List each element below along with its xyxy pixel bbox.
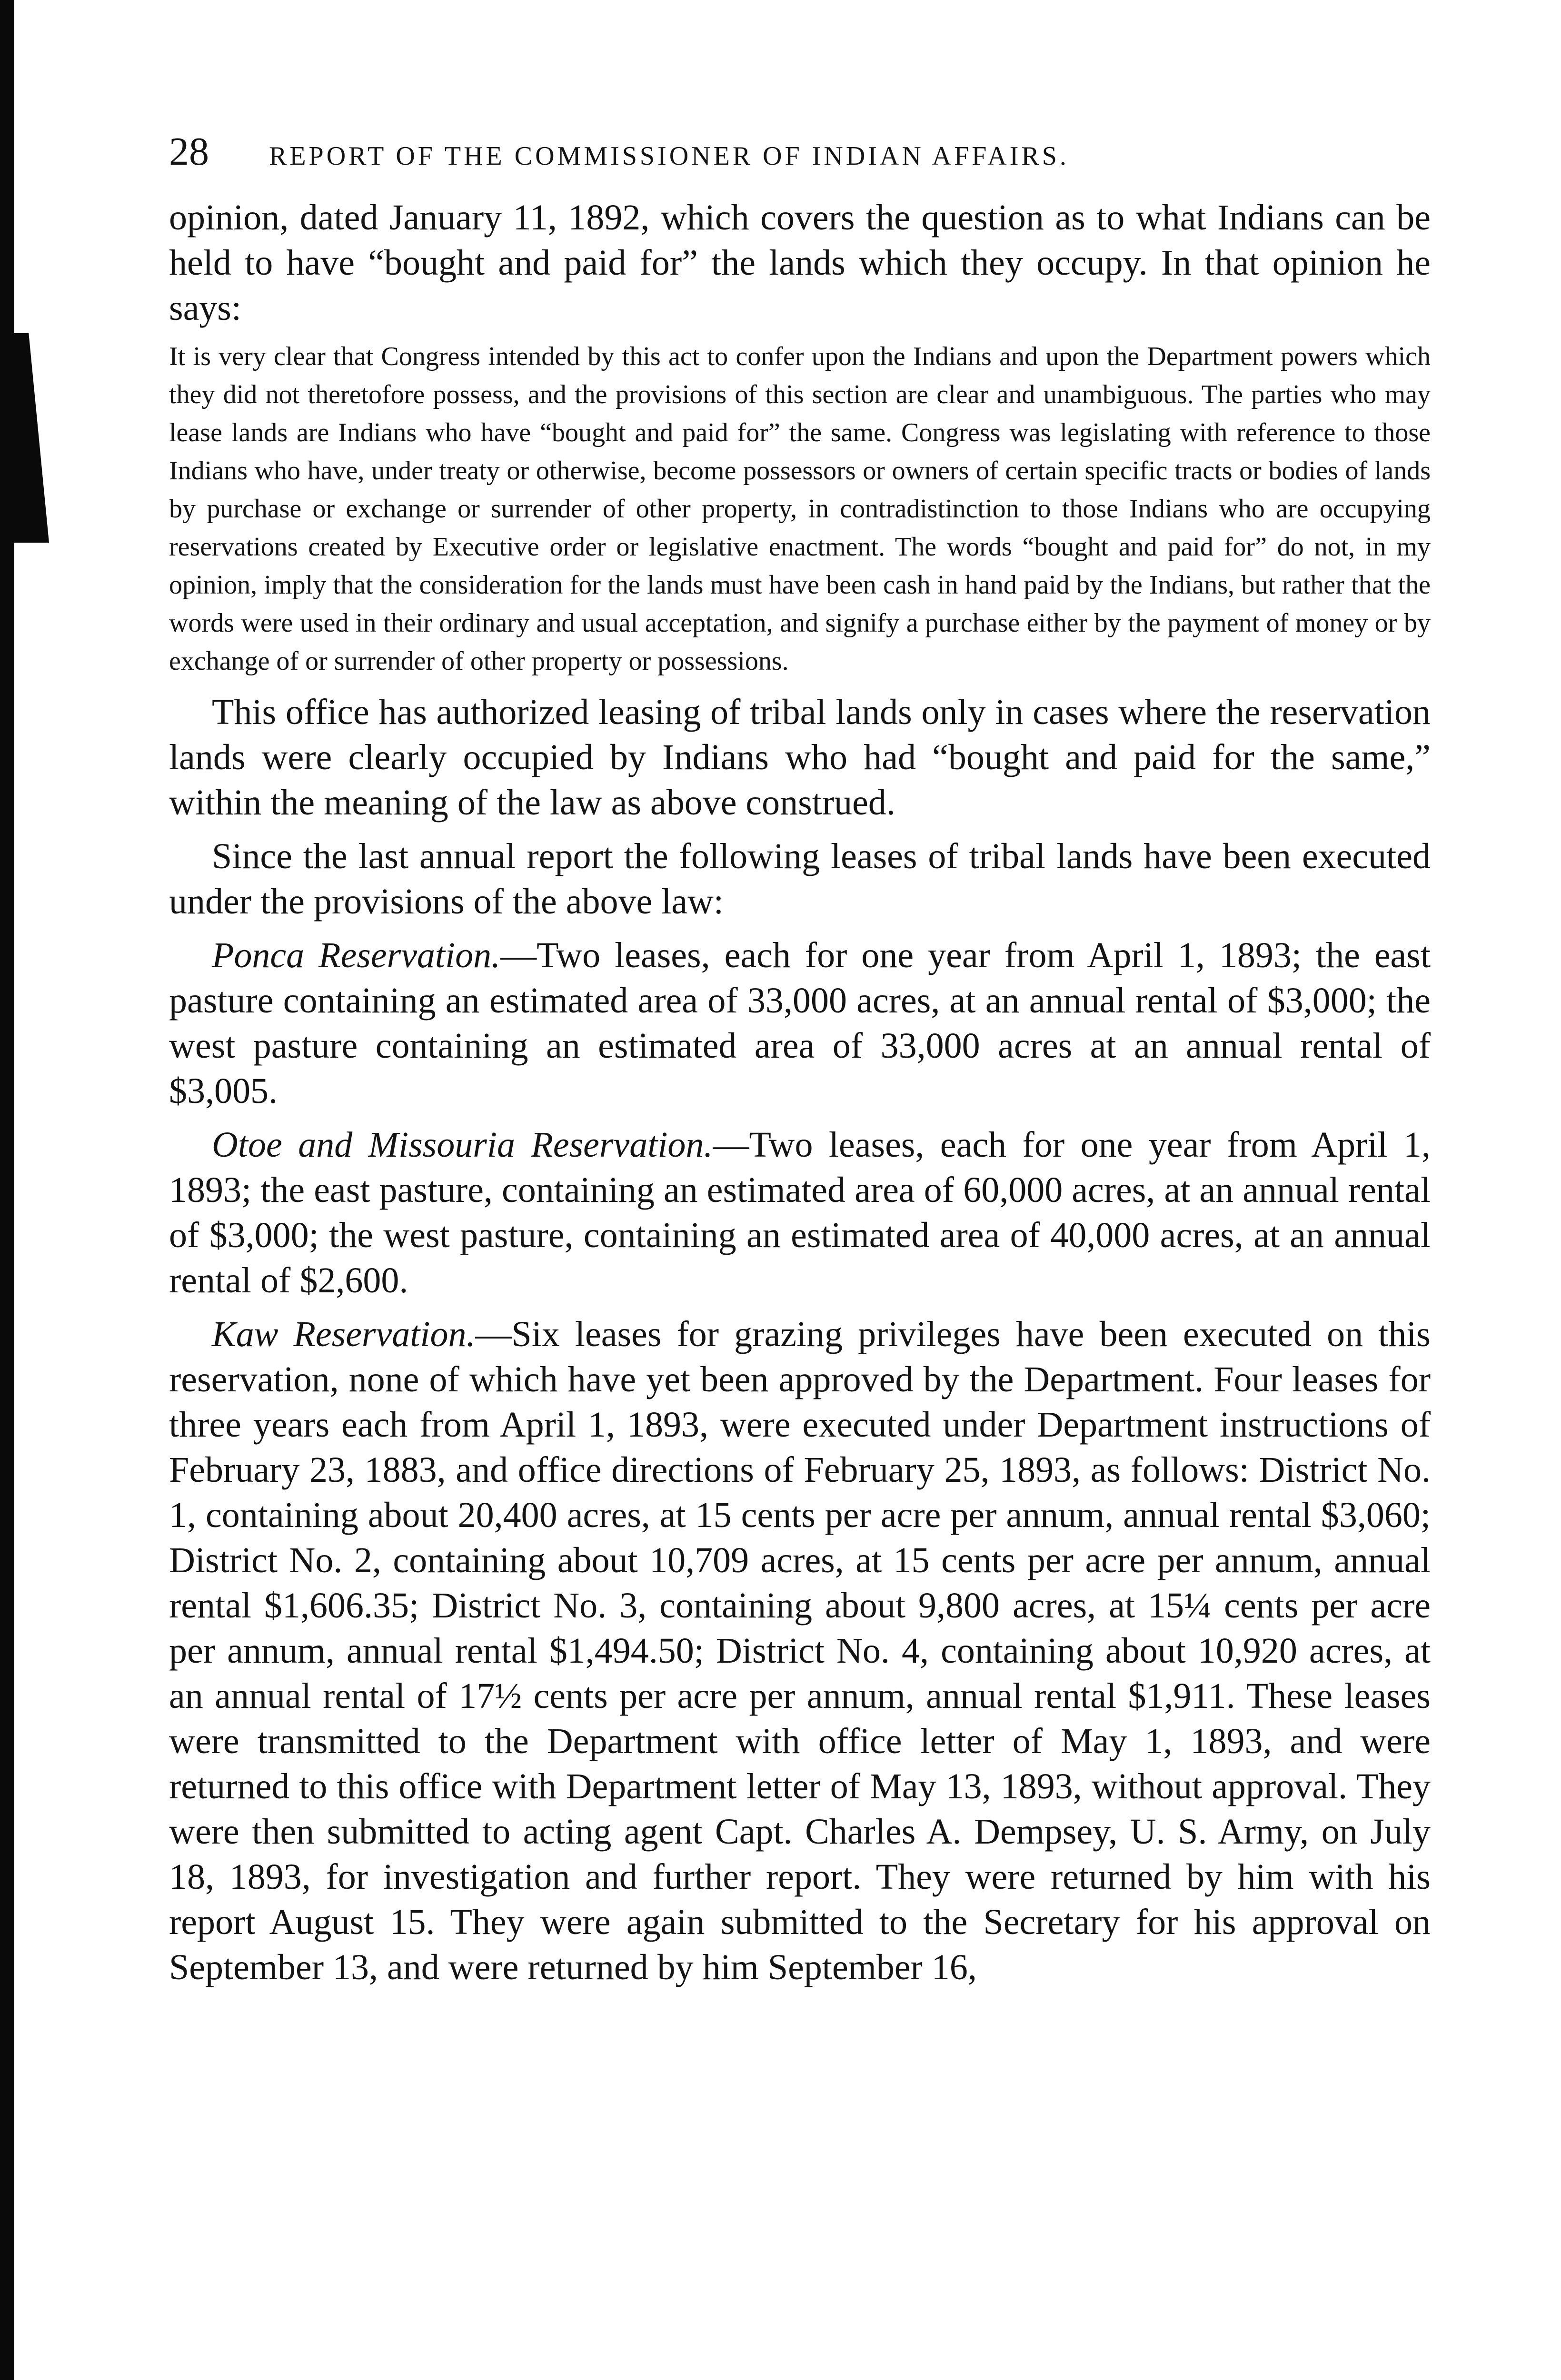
page-header bbox=[169, 129, 1431, 181]
scan-notch-mark bbox=[4, 333, 49, 543]
running-head: REPORT OF THE COMMISSIONER OF INDIAN AFFAIRS. bbox=[269, 141, 1069, 171]
kaw-heading: Kaw Reservation. bbox=[212, 1314, 476, 1354]
kaw-text: —Six leases for grazing privileges have been executed on this reservation, none of which have yet been approved by the Department. Four leases for three years each from April 1, 1893, were executed under Department instructions of February 23, 1883, and office directions of February 25, 1893, as follows: District No. 1, containing about 20,400 acres, at 15 cents per acre per annum, annual rental $3,060; District No. 2, containing about 10,709 acres, at 15 cents per acre per annum, annual rental $1,606.35; District No. 3, containing about 9,800 acres, at 15¼ cents per acre per annum, annual rental $1,494.50; District No. 4, containing about 10,920 acres, at an annual rental of 17½ cents per acre per annum, annual rental $1,911. These leases were transmitted to the Department with office letter of May 1, 1893, and were returned to this office with Department letter of May 13, 1893, without approval. They were then submitted to acting agent Capt. Charles A. Dempsey, U. S. Army, on July 18, 1893, for investigation and further report. They were returned by him with his report August 15. They were again submitted to the Secretary for his approval on September 13, and were returned by him September 16, bbox=[169, 1314, 1431, 1987]
otoe-heading: Otoe and Missouria Reservation. bbox=[212, 1125, 713, 1165]
intro-paragraph: opinion, dated January 11, 1892, which covers the question as to what Indians can be held to have “bought and paid for” the lands which they occupy. In that opinion he says: bbox=[169, 198, 1431, 328]
since-paragraph: Since the last annual report the following leases of tribal lands have been executed under the provisions of the above law: bbox=[169, 836, 1431, 922]
ponca-text: —Two leases, each for one year from April 1, 1893; the east pasture containing an estimated area of 33,000 acres, at an annual rental of $3,000; the west pasture containing an estimated area of 33,000 acres at an annual rental of $3,005. bbox=[169, 935, 1431, 1111]
quoted-opinion: It is very clear that Congress intended by this act to confer upon the Indians and upon the Department powers which they did not theretofore possess, and the provisions of this section are clear and unambiguous. The parties who may lease lands are Indians who have “bought and paid for” the same. Congress was legislating with reference to those Indians who have, under treaty or otherwise, become possessors or owners of certain specific tracts or bodies of lands by purchase or exchange or surrender of other property, in contradistinction to those Indians who are occupying reservations created by Executive order or legislative enactment. The words “bought and paid for” do not, in my opinion, imply that the consideration for the lands must have been cash in hand paid by the Indians, but rather that the words were used in their ordinary and usual acceptation, and signify a purchase either by the payment of money or by exchange of or surrender of other property or possessions. bbox=[169, 342, 1431, 676]
ponca-paragraph bbox=[169, 933, 1431, 1114]
kaw-paragraph bbox=[169, 1312, 1431, 1990]
page-number: 28 bbox=[169, 129, 209, 174]
otoe-paragraph bbox=[169, 1122, 1431, 1303]
ponca-heading: Ponca Reservation. bbox=[212, 935, 501, 975]
office-paragraph: This office has authorized leasing of tribal lands only in cases where the reservation lands were clearly occupied by Indians who had “bought and paid for the same,” within the meaning of the law as above construed. bbox=[169, 692, 1431, 823]
otoe-text: —Two leases, each for one year from April 1, 1893; the east pasture, containing an estimated area of 60,000 acres, at an annual rental of $3,000; the west pasture, containing an estimated area of 40,000 acres, at an annual rental of $2,600. bbox=[169, 1125, 1431, 1300]
document-page bbox=[169, 129, 1431, 1990]
